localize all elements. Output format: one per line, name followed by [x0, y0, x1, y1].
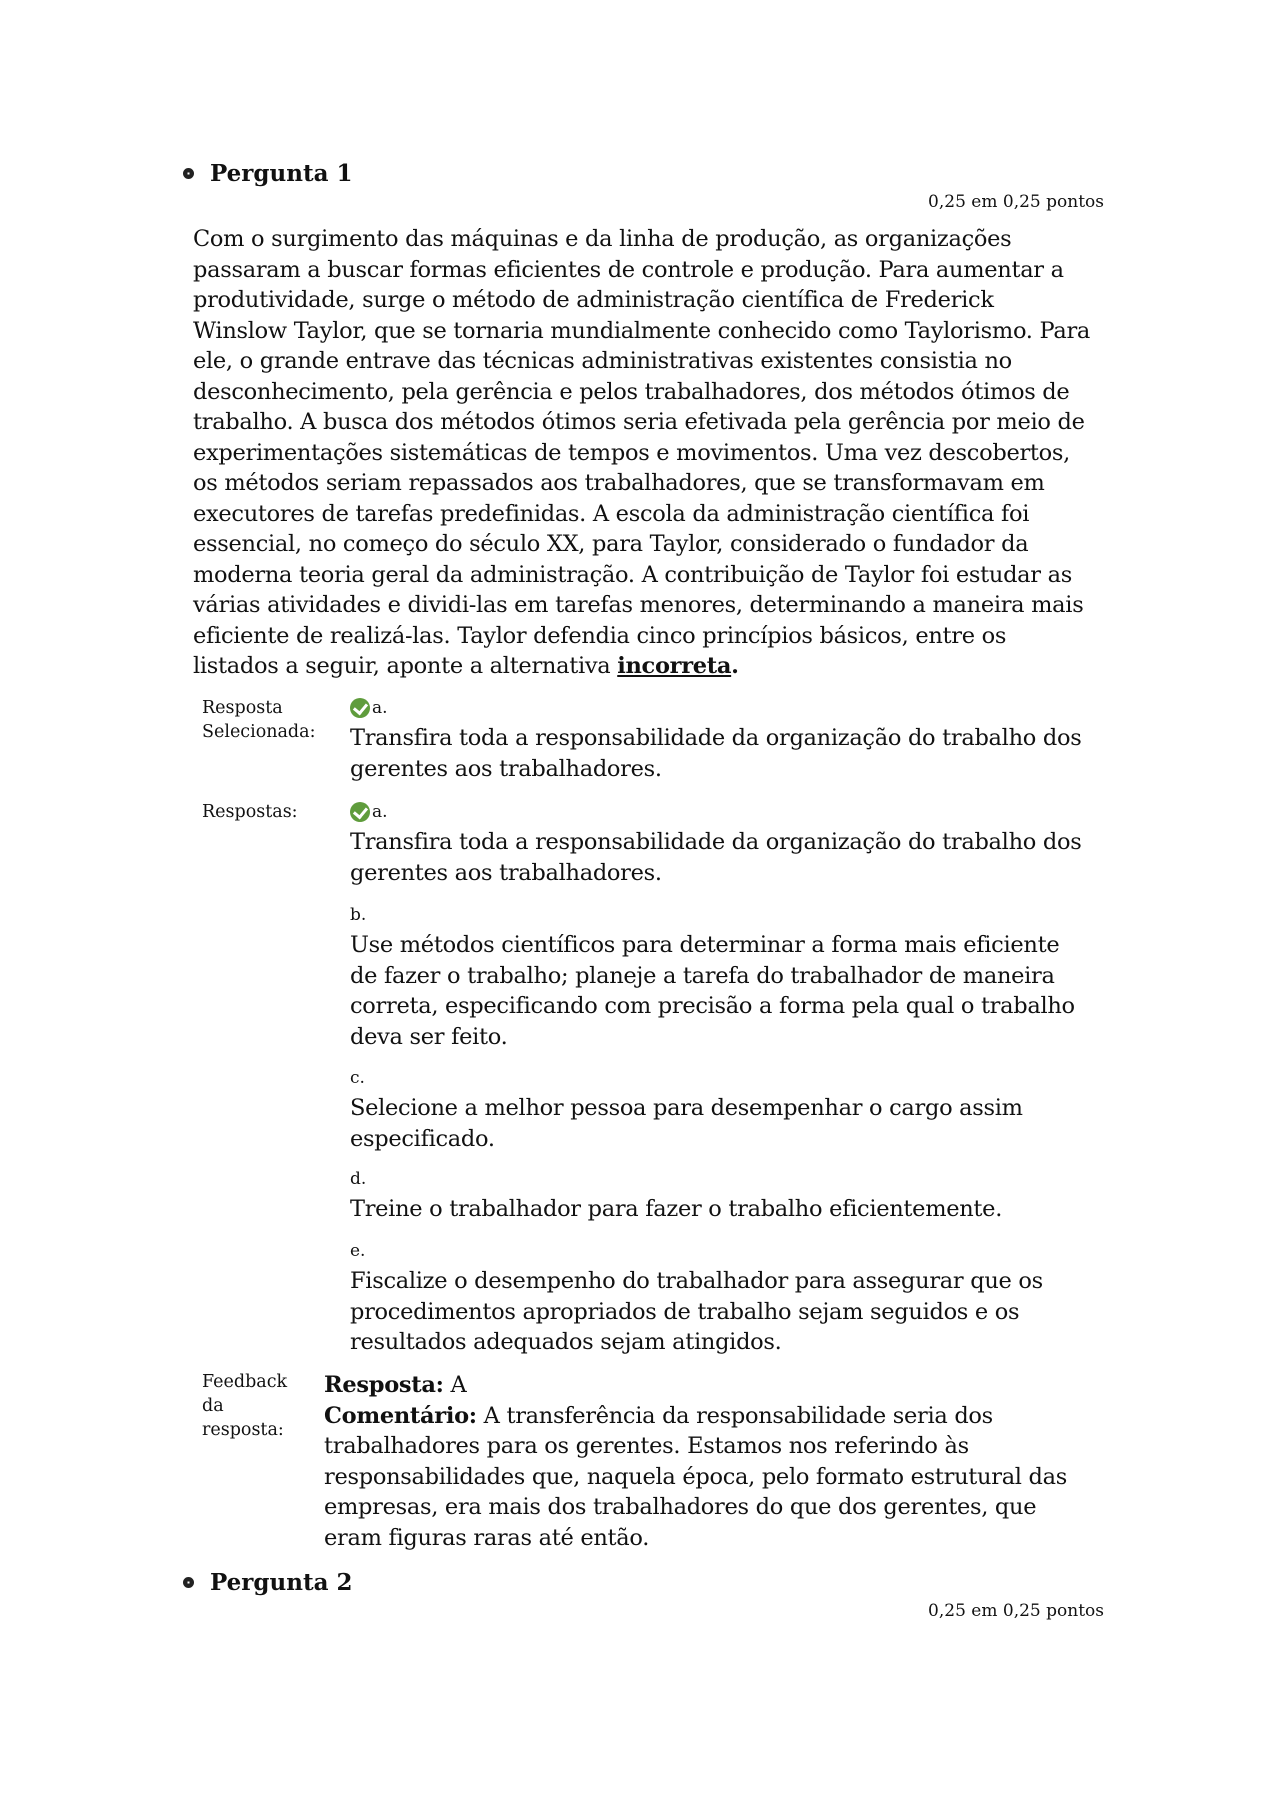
question-1-header — [183, 160, 353, 187]
answer-letter: c. — [350, 1068, 365, 1088]
feedback-comment — [324, 1401, 1084, 1554]
feedback-comment-label: Comentário: — [324, 1402, 477, 1429]
feedback-comment-text: A transferência da responsabilidade seria dos trabalhadores para os gerentes. Estamos nos referindo às responsabilidades que, naquela época, pelo formato estrutural das empresas, era mais dos trabalhadores do que dos gerentes, que eram figuras raras até então. — [324, 1402, 1068, 1551]
feedback-content — [324, 1370, 1084, 1553]
answer-letter: d. — [350, 1169, 367, 1189]
answer-option-a — [350, 801, 1090, 888]
feedback-answer-row — [324, 1370, 1084, 1401]
bullet-icon — [183, 168, 194, 179]
answer-option-b — [350, 904, 1090, 1052]
feedback-answer-label: Resposta: — [324, 1372, 444, 1398]
question-2-title: Pergunta 2 — [210, 1569, 353, 1596]
answer-letter: e. — [350, 1241, 366, 1261]
question-text-emphasis: incorreta — [617, 653, 732, 679]
selected-answer-letter-row — [350, 697, 1090, 719]
question-1-points: 0,25 em 0,25 pontos — [928, 192, 1104, 212]
answer-letter: a. — [372, 802, 388, 822]
question-1-text — [193, 224, 1093, 682]
question-1-title: Pergunta 1 — [210, 160, 353, 187]
bullet-icon — [183, 1577, 194, 1588]
question-2-points: 0,25 em 0,25 pontos — [928, 1601, 1104, 1621]
answer-text: Treine o trabalhador para fazer o trabalho eficientemente. — [350, 1196, 1003, 1222]
feedback-answer-value: A — [450, 1372, 467, 1398]
answer-text: Use métodos científicos para determinar a forma mais eficiente de fazer o trabalho; planeje a tarefa do trabalhador de maneira correta, especificando com precisão a forma pela qual o trabalho deva ser feito. — [350, 932, 1075, 1050]
question-text-body: Com o surgimento das máquinas e da linha de produção, as organizações passaram a buscar formas eficientes de controle e produção. Para aumentar a produtividade, surge o método de administração científica de Frederick Winslow Taylor, que se tornaria mundialmente conhecido como Taylorismo. Para ele, o grande entrave das técnicas administrativas existentes consistia no desconhecimento, pela gerência e pelos trabalhadores, dos métodos ótimos de trabalho. A busca dos métodos ótimos seria efetivada pela gerência por meio de experimentações sistemáticas de tempos e movimentos. Uma vez descobertos, os métodos seriam repassados aos trabalhadores, que se transformavam em executores de tarefas predefinidas. A escola da administração científica foi essencial, no começo do século XX, para Taylor, considerado o fundador da moderna teoria geral da administração. A contribuição de Taylor foi estudar as várias atividades e dividi-las em tarefas menores, determinando a maneira mais eficiente de realizá-las. Taylor defendia cinco princípios básicos, entre os listados a seguir, aponte a alternativa — [193, 226, 1091, 679]
selected-answer-letter: a. — [372, 698, 388, 718]
answer-text: Transfira toda a responsabilidade da organização do trabalho dos gerentes aos trabalhadores. — [350, 829, 1082, 886]
feedback-label: Feedback da resposta: — [202, 1372, 288, 1440]
selected-answer-label: Resposta Selecionada: — [202, 698, 316, 742]
correct-check-icon — [350, 802, 370, 822]
answer-text: Fiscalize o desempenho do trabalhador para assegurar que os procedimentos apropriados de trabalho sejam seguidos e os resultados adequados sejam atingidos. — [350, 1268, 1043, 1355]
selected-answer — [350, 697, 1090, 784]
selected-answer-text: Transfira toda a responsabilidade da organização do trabalho dos gerentes aos trabalhadores. — [350, 725, 1082, 782]
correct-check-icon — [350, 698, 370, 718]
question-text-end: . — [731, 653, 739, 679]
question-2-header — [183, 1569, 353, 1596]
answer-letter: b. — [350, 905, 367, 925]
answer-option-d — [350, 1168, 1090, 1225]
answer-option-e — [350, 1240, 1090, 1358]
answer-text: Selecione a melhor pessoa para desempenhar o cargo assim especificado. — [350, 1095, 1023, 1152]
answers-label: Respostas: — [202, 802, 298, 822]
answer-option-c — [350, 1067, 1090, 1154]
answer-letter-row — [350, 801, 1090, 823]
